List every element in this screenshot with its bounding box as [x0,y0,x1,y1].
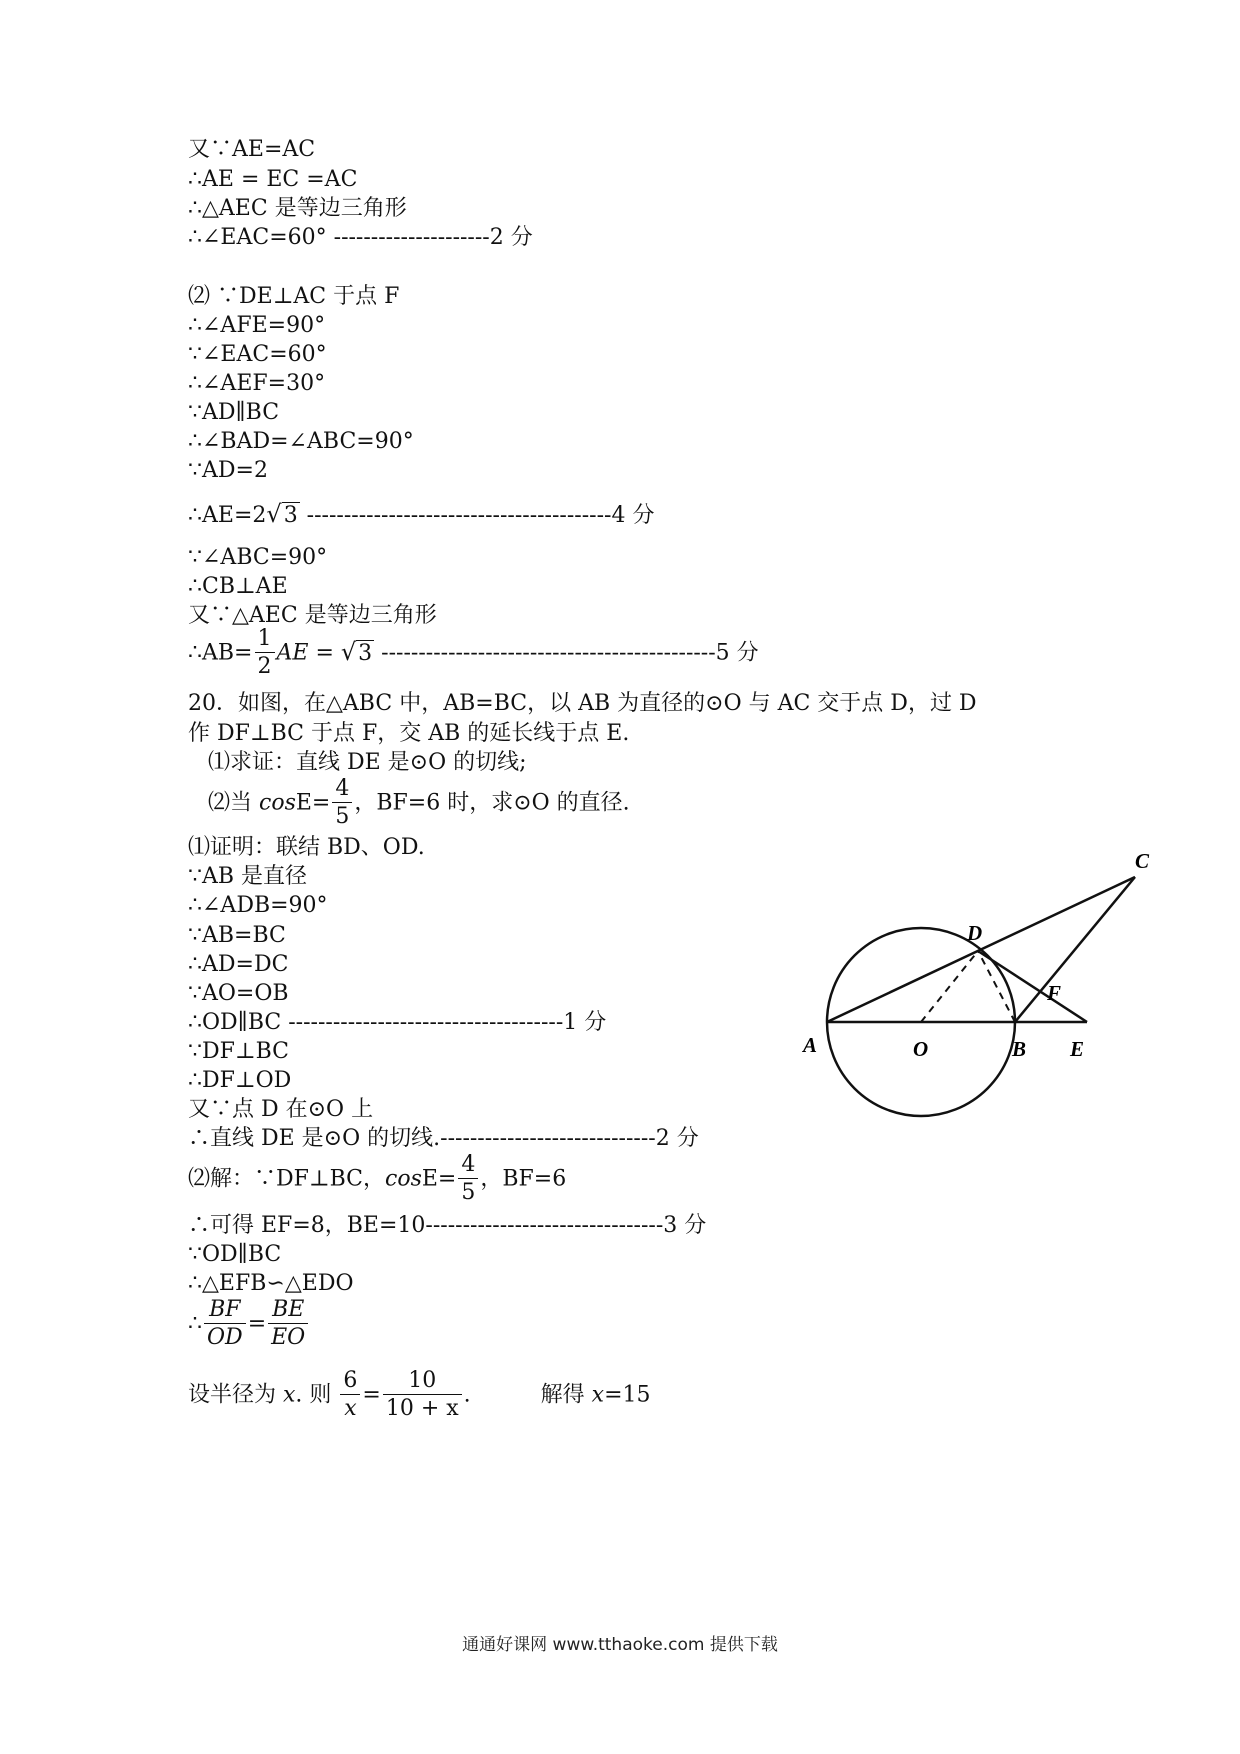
numerator: 6 [340,1368,360,1395]
fraction [268,1297,308,1352]
cos-symbol: cos [259,790,296,816]
line-prefix: ⑵解：∵DF⊥BC， [188,1166,386,1192]
text-line: ∵AO=OB [188,981,289,1006]
equals: = [308,640,341,666]
label-c: C [1135,849,1150,873]
text-line: ∵DF⊥BC [188,1039,289,1064]
text-line-ae-value [188,500,654,530]
label-d: D [967,921,983,945]
label-e: E [1070,1037,1085,1061]
denominator: 5 [335,804,350,829]
equals: = [247,1311,267,1337]
numerator: 1 [255,626,275,653]
text-line: ∴∠ADB=90° [188,893,328,918]
variable: x [591,1382,605,1408]
radicand: 3 [283,503,298,528]
problem-20-statement-cont: 作 DF⊥BC 于点 F，交 AB 的延长线于点 E. [188,721,630,746]
score-marker: ---------------------------------------------5 分 [374,640,759,666]
numerator: 4 [332,776,352,803]
denominator: 2 [257,654,272,679]
equals: = [362,1382,381,1408]
text-line: ∵AB=BC [188,923,286,948]
text-line: ∴AD=DC [188,952,289,977]
variable: AE [276,640,309,666]
problem-20-statement: 20．如图，在△ABC 中，AB=BC，以 AB 为直径的⊙O 与 AC 交于点 D，过 D [188,691,977,716]
radicand: 3 [358,640,373,666]
text-line: 又∵AE=AC [188,137,316,162]
solve-value: =15 [604,1382,651,1408]
page-footer: 通通好课网 www.tthaoke.com 提供下载 [462,1635,778,1655]
problem-20-part-2 [208,776,630,831]
variable: x [283,1382,296,1408]
text-line: ∴可得 EF=8，BE=10--------------------------------3 分 [188,1213,707,1238]
text-line: ∵AD=2 [188,458,268,483]
variable: E= [295,790,331,816]
geometry-figure [800,840,1180,1150]
period: . [463,1382,471,1408]
segment-ac [827,877,1135,1022]
label-b: B [1012,1037,1027,1061]
text-line: ⑵ ∵DE⊥AC 于点 F [188,284,400,309]
text-line: ∴OD∥BC -------------------------------------1 分 [188,1010,607,1035]
cos-symbol: cos [385,1166,422,1192]
text-line: ∴CB⊥AE [188,574,288,599]
text-line: ∵AD∥BC [188,400,280,425]
segment-od [921,951,978,1022]
text-line: ∵AB 是直径 [188,864,308,889]
label-f: F [1047,981,1062,1005]
radius-equation [188,1368,651,1423]
text-line-ab-value [188,626,759,681]
text-line: ∵∠ABC=90° [188,545,328,570]
fraction [340,1368,360,1423]
text-line: ∴DF⊥OD [188,1068,292,1093]
line-prefix: 设半径为 [188,1382,283,1408]
variable: E= [421,1166,457,1192]
denominator: OD [207,1325,243,1350]
fraction [332,776,352,831]
text-line: 又∵点 D 在⊙O 上 [188,1097,374,1122]
fraction [204,1297,246,1352]
numerator: 4 [458,1152,478,1179]
solution-part-2 [188,1152,566,1207]
text-line: ∴∠AFE=90° [188,313,326,338]
denominator: x [344,1396,357,1421]
line-prefix: ∴AB= [188,640,253,666]
text-line: ∴△EFB∽△EDO [188,1271,354,1296]
text-line: ⑴证明：联结 BD、OD. [188,835,425,860]
text-line: ∴直线 DE 是⊙O 的切线.-----------------------------2 分 [188,1126,699,1151]
text-line: ∴∠EAC=60° ---------------------2 分 [188,225,533,250]
segment-de [978,951,1087,1022]
ratio-equation [188,1297,310,1352]
line-suffix: ，BF=6 [480,1166,567,1192]
text-line: ∴∠AEF=30° [188,371,326,396]
denominator: 5 [461,1180,476,1205]
line-prefix: ∴ [188,1311,202,1337]
line-suffix: ，BF=6 时，求⊙O 的直径. [354,790,630,816]
problem-20-part-1: ⑴求证：直线 DE 是⊙O 的切线; [208,750,527,775]
score-marker: -----------------------------------------4 分 [299,503,655,528]
text-line: ∴△AEC 是等边三角形 [188,196,407,221]
fraction [255,626,275,681]
coefficient: 2 [252,503,267,528]
denominator: EO [271,1325,306,1350]
denominator: 10 + x [385,1396,459,1421]
line-prefix: ⑵当 [208,790,259,816]
label-a: A [803,1033,818,1057]
text-line: ∴AE = EC =AC [188,167,358,192]
sqrt-expression: √3 [340,637,373,666]
numerator: 10 [383,1368,462,1395]
line-mid: . 则 [295,1382,339,1408]
line-prefix: ∴AE= [188,503,253,528]
sqrt-expression: √3 [266,500,298,528]
text-line: ∵∠EAC=60° [188,342,327,367]
text-line: ∴∠BAD=∠ABC=90° [188,429,414,454]
solve-label: 解得 [540,1382,592,1408]
fraction [383,1368,462,1423]
fraction [458,1152,478,1207]
segment-bc [1015,877,1135,1022]
numerator: BE [268,1297,308,1324]
text-line: ∵OD∥BC [188,1242,282,1267]
label-o: O [913,1037,929,1061]
numerator: BF [204,1297,246,1324]
text-line: 又∵△AEC 是等边三角形 [188,603,437,628]
